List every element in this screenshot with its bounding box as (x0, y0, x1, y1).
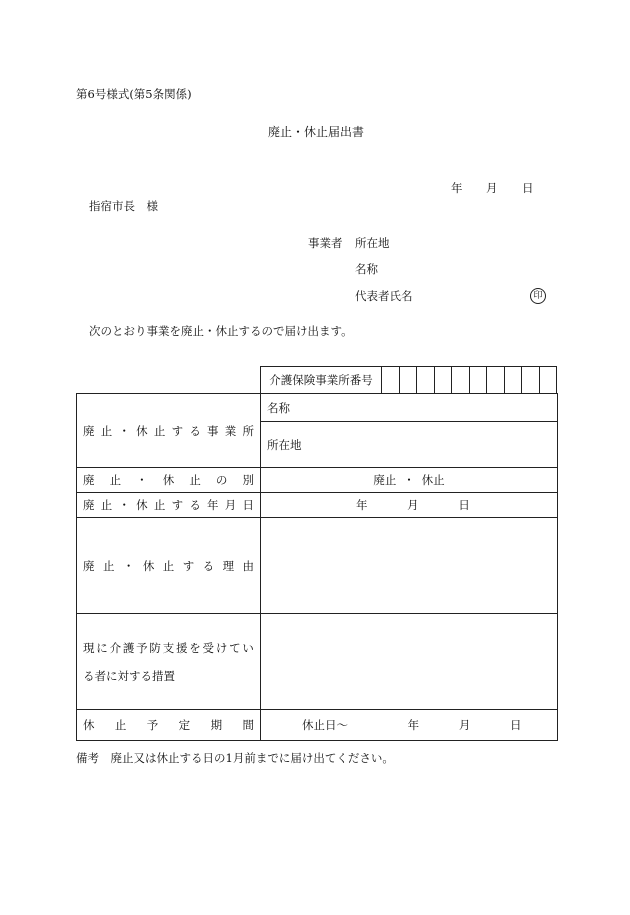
office-number-box[interactable] (400, 367, 418, 393)
business-label-cell (77, 394, 261, 468)
business-address-cell[interactable] (261, 422, 558, 468)
date-month-label: 月 (486, 181, 498, 195)
period-value-cell[interactable] (261, 710, 558, 741)
date-year-label: 年 (451, 181, 463, 195)
remarks-note: 備考 廃止又は休止する日の1月前までに届け出てください。 (76, 751, 394, 765)
date-value-year: 年 (356, 498, 368, 512)
period-month: 月 (458, 718, 471, 732)
date-value-cell[interactable] (261, 493, 558, 518)
date-label: 廃 止 ・ 休 止 す る 年 月 日 (83, 498, 254, 512)
office-number-strip (260, 366, 557, 393)
table-row (77, 518, 558, 614)
measures-label-line1: 現 に 介 護 予 防 支 援 を 受 け て い (83, 640, 254, 655)
addressee: 指宿市長 様 (89, 199, 158, 213)
business-address-label: 所在地 (267, 437, 302, 452)
office-number-box[interactable] (505, 367, 523, 393)
office-number-box[interactable] (487, 367, 505, 393)
measures-label-cell (77, 614, 261, 710)
period-start-label: 休止日～ (302, 718, 348, 732)
table-row (77, 493, 558, 518)
date-day-label: 日 (522, 181, 534, 195)
applicant-address-label: 所在地 (355, 236, 390, 250)
seal-icon: 印 (530, 288, 546, 304)
business-name-cell[interactable] (261, 394, 558, 422)
office-number-box[interactable] (540, 367, 557, 393)
date-value-month: 月 (407, 498, 419, 512)
period-label-cell (77, 710, 261, 741)
office-number-box[interactable] (470, 367, 488, 393)
type-separator: ・ (403, 473, 415, 487)
seal-mark (530, 287, 546, 304)
table-row (77, 394, 558, 422)
notification-table (76, 393, 558, 741)
table-row (77, 710, 558, 741)
measures-value-cell[interactable] (261, 614, 558, 710)
period-year: 年 (407, 718, 420, 732)
measures-label-line2: る者に対する措置 (83, 668, 175, 683)
date-value-day: 日 (458, 498, 470, 512)
office-number-box[interactable] (435, 367, 453, 393)
table-row (77, 468, 558, 493)
applicant-name-label: 名称 (355, 262, 378, 276)
business-label: 廃 止 ・ 休 止 す る 事 業 所 (83, 423, 254, 438)
office-number-box[interactable] (522, 367, 540, 393)
applicant-rep-label: 代表者氏名 (355, 289, 413, 303)
form-title: 廃止・休止届出書 (268, 125, 365, 139)
office-number-box[interactable] (417, 367, 435, 393)
intro-text: 次のとおり事業を廃止・休止するので届け出ます。 (89, 324, 353, 338)
type-suspend[interactable]: 休止 (421, 473, 445, 487)
date-label-cell (77, 493, 261, 518)
office-number-label: 介護保険事業所番号 (261, 367, 382, 393)
type-abolish[interactable]: 廃止 (373, 473, 397, 487)
business-name-label: 名称 (267, 400, 290, 415)
form-number: 第6号様式(第5条関係) (76, 87, 192, 101)
office-number-box[interactable] (452, 367, 470, 393)
period-day: 日 (509, 718, 522, 732)
applicant-label: 事業者 (308, 236, 343, 250)
table-row (77, 614, 558, 710)
type-value-cell[interactable] (261, 468, 558, 493)
office-number-box[interactable] (382, 367, 400, 393)
reason-value-cell[interactable] (261, 518, 558, 614)
reason-label: 廃 止 ・ 休 止 す る 理 由 (83, 558, 254, 573)
reason-label-cell (77, 518, 261, 614)
type-label: 廃 止 ・ 休 止 の 別 (83, 473, 254, 487)
period-label: 休 止 予 定 期 間 (83, 718, 254, 732)
type-label-cell (77, 468, 261, 493)
